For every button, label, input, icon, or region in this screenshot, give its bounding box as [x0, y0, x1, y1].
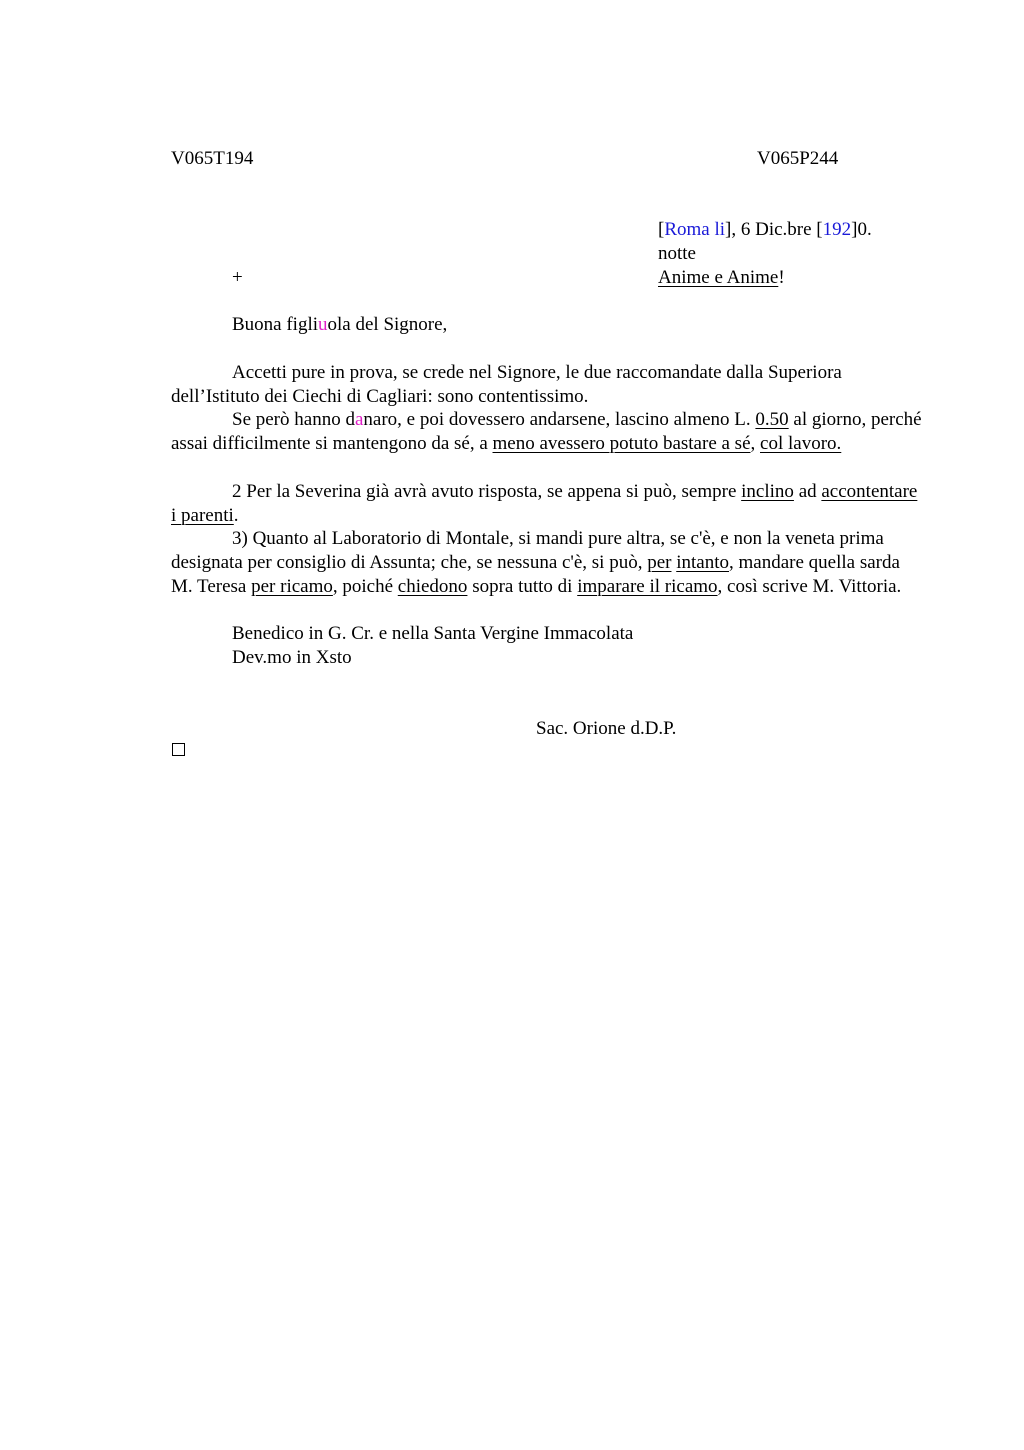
p3-text-b: ad — [793, 481, 822, 502]
p3-text-a: 2 Per la Severina già avrà avuto risposta, se appena si può, sempre — [232, 481, 742, 502]
dateline-date: ], 6 Dic.bre [ — [725, 219, 823, 240]
dateline-year-part: 192 — [822, 219, 852, 240]
cross-mark: + — [232, 267, 243, 288]
p4-text-c: , mandare quella sarda M. Teresa — [171, 552, 900, 597]
motto-end: ! — [778, 267, 785, 288]
salutation-post: ola del Signore, — [327, 314, 448, 335]
p2-text-c: al giorno, perché assai difficilmente si mantengono da sé, a — [171, 409, 922, 454]
p4-text-d: , poiché — [332, 576, 398, 597]
p2-text-b: naro, e poi dovessero andarsene, lascino almeno L. — [363, 409, 756, 430]
p4-underlined-ricamo: per ricamo — [251, 576, 333, 597]
p3-underlined-inclino: inclino — [741, 481, 794, 502]
p2-underlined-amount: 0.50 — [755, 409, 789, 430]
salutation-pre: Buona figli — [232, 314, 319, 335]
p4-text-f: , così scrive M. Vittoria. — [717, 576, 902, 597]
p2-text-d: , — [750, 433, 761, 454]
paragraph-1: Accetti pure in prova, se crede nel Signore, le due raccomandate dalla Superiora dell’Istituto dei Ciechi di Cagliari: sono contentissimo. — [171, 362, 842, 407]
paragraph-3 — [171, 480, 926, 528]
p4-text-a: 3) Quanto al Laboratorio di Montale, si mandi pure altra, se c'è, e non la veneta prima designata per consiglio di Assunta; che, se nessuna c'è, si può, — [171, 528, 884, 573]
motto-underlined: Anime e Anime — [658, 267, 779, 288]
salutation — [232, 313, 447, 337]
p4-underlined-imparare: imparare il ricamo — [577, 576, 718, 597]
document-code-left: V065T194 — [171, 148, 254, 169]
closing-blessing: Benedico in G. Cr. e nella Santa Vergine Immacolata — [232, 623, 634, 644]
dateline — [658, 218, 872, 242]
paragraph-2 — [171, 408, 926, 456]
p2-insertion: a — [354, 409, 364, 430]
dateline-time: notte — [658, 243, 696, 264]
closing-devoted: Dev.mo in Xsto — [232, 647, 352, 668]
dateline-bracket: [ — [658, 219, 665, 240]
p4-underlined-chiedono: chiedono — [397, 576, 468, 597]
dateline-year-end: ]0. — [851, 219, 872, 240]
p2-underlined-lavoro: col lavoro. — [760, 433, 842, 454]
paragraph-4 — [171, 527, 926, 599]
p3-text-c: . — [233, 505, 239, 526]
salutation-insertion: u — [318, 314, 328, 335]
p4-text-e: sopra tutto di — [467, 576, 578, 597]
p2-underlined-phrase: meno avessero potuto bastare a sé — [492, 433, 751, 454]
motto — [658, 266, 785, 290]
dateline-place: Roma li — [664, 219, 726, 240]
p4-underlined-intanto: intanto — [676, 552, 730, 573]
signature: Sac. Orione d.D.P. — [536, 718, 677, 739]
empty-box-mark — [172, 743, 185, 756]
document-code-right: V065P244 — [757, 148, 839, 169]
p4-underlined-per: per — [647, 552, 672, 573]
p3-underlined-parenti: accontentare i parenti — [171, 481, 918, 526]
p2-text-a: Se però hanno d — [232, 409, 355, 430]
